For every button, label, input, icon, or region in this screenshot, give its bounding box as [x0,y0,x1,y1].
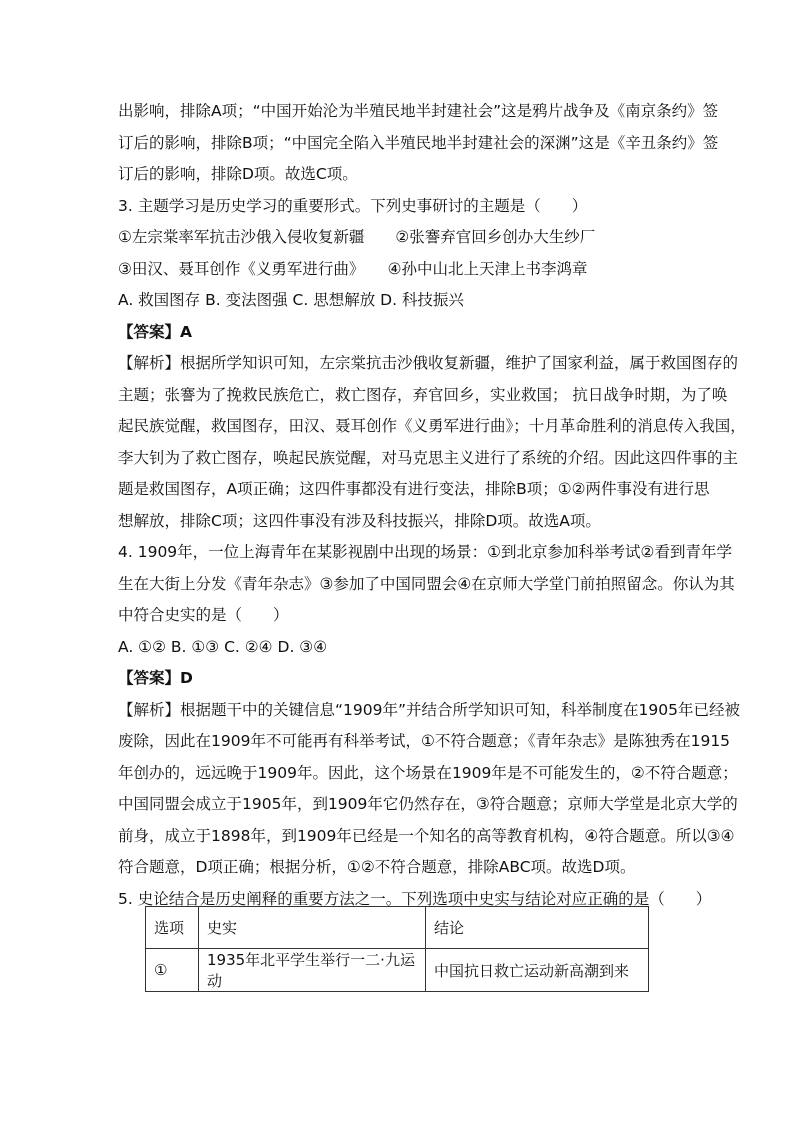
question-4-analysis-line: 前身，成立于1898年，到1909年已经是一个知名的高等教育机构，④符合题意。所以③④ [118,826,735,845]
question-3-item-line: ③田汉、聂耳创作《义勇军进行曲》 ④孙中山北上天津上书李鸿章 [118,259,588,278]
text-line: 出影响，排除A项；“中国开始沦为半殖民地半封建社会”这是鸦片战争及《南京条约》签 [118,102,719,120]
question-3-stem: 3. 主题学习是历史学习的重要形式。下列史事研讨的主题是（ ） [118,196,588,215]
question-4-analysis-line: 中国同盟会成立于1905年，到1909年它仍然存在，③符合题意；京师大学堂是北京大学的 [118,795,738,813]
text-line: 订后的影响，排除D项。故选C项。 [118,165,358,183]
question-3-item-line: ①左宗棠率军抗击沙俄入侵收复新疆 ②张謇弃官回乡创办大生纱厂 [118,228,596,246]
question-3-analysis-line: 题是救国图存，A项正确；这四件事都没有进行变法，排除B项；①②两件事没有进行思 [118,480,710,498]
question-4-analysis-line: 年创办的，远远晚于1909年。因此，这个场景在1909年是不可能发生的，②不符合题意； [118,763,738,782]
question-4-stem: 生在大街上分发《青年杂志》③参加了中国同盟会④在京师大学堂门前拍照留念。你认为其 [118,574,735,593]
table-header-cell: 史实 [199,907,426,949]
table-cell: 中国抗日救亡运动新高潮到来 [426,949,649,992]
question-3-analysis-line: 起民族觉醒，救国图存，田汉、聂耳创作《义勇军进行曲》；十月革命胜利的消息传入我国， [118,417,746,435]
question-4-stem: 4. 1909年，一位上海青年在某影视剧中出现的场景：①到北京参加科举考试②看到青年学 [118,543,732,561]
question-3-analysis-line: 李大钊为了救亡图存，唤起民族觉醒，对马克思主义进行了系统的介绍。因此这四件事的主 [118,448,739,467]
question-3-options: A. 救国图存 B. 变法图强 C. 思想解放 D. 科技振兴 [118,291,464,309]
question-3-analysis-line: 想解放，排除C项；这四件事没有涉及科技振兴，排除D项。故选A项。 [118,511,601,530]
question-4-analysis-line: 废除，因此在1909年不可能再有科举考试，①不符合题意；《青年杂志》是陈独秀在1915 [118,732,731,750]
question-3-analysis-line: 主题；张謇为了挽救民族危亡，救亡图存，弃官回乡，实业救国； 抗日战争时期，为了唤 [118,385,728,404]
question-4-answer: 【答案】D [118,669,193,687]
document-body [118,96,746,915]
text-line: 订后的影响，排除B项；“中国完全陷入半殖民地半封建社会的深渊”这是《辛丑条约》签 [118,133,719,152]
table-header-row [146,907,649,949]
question-4-analysis-line: 【解析】根据题干中的关键信息“1909年”并结合所学知识可知，科举制度在1905年已经被 [118,700,740,719]
table-header-cell: 选项 [146,907,199,949]
question-4-analysis-line: 符合题意，D项正确；根据分析，①②不符合题意，排除ABC项。故选D项。 [118,858,636,876]
question-3-answer: 【答案】A [118,322,192,341]
question-5-table [145,906,649,992]
question-5-stem: 5. 史论结合是历史阐释的重要方法之一。下列选项中史实与结论对应正确的是（ ） [118,889,712,908]
table-cell: 1935年北平学生举行一二·九运动 [199,949,426,992]
question-3-analysis-line: 【解析】根据所学知识可知，左宗棠抗击沙俄收复新疆，维护了国家利益，属于救国图存的 [118,354,739,372]
question-4-options: A. ①② B. ①③ C. ②④ D. ③④ [118,637,328,656]
table-cell: ① [146,949,199,992]
question-4-stem: 中符合史实的是（ ） [118,606,289,624]
table-row [146,949,649,992]
table-header-cell: 结论 [426,907,649,949]
